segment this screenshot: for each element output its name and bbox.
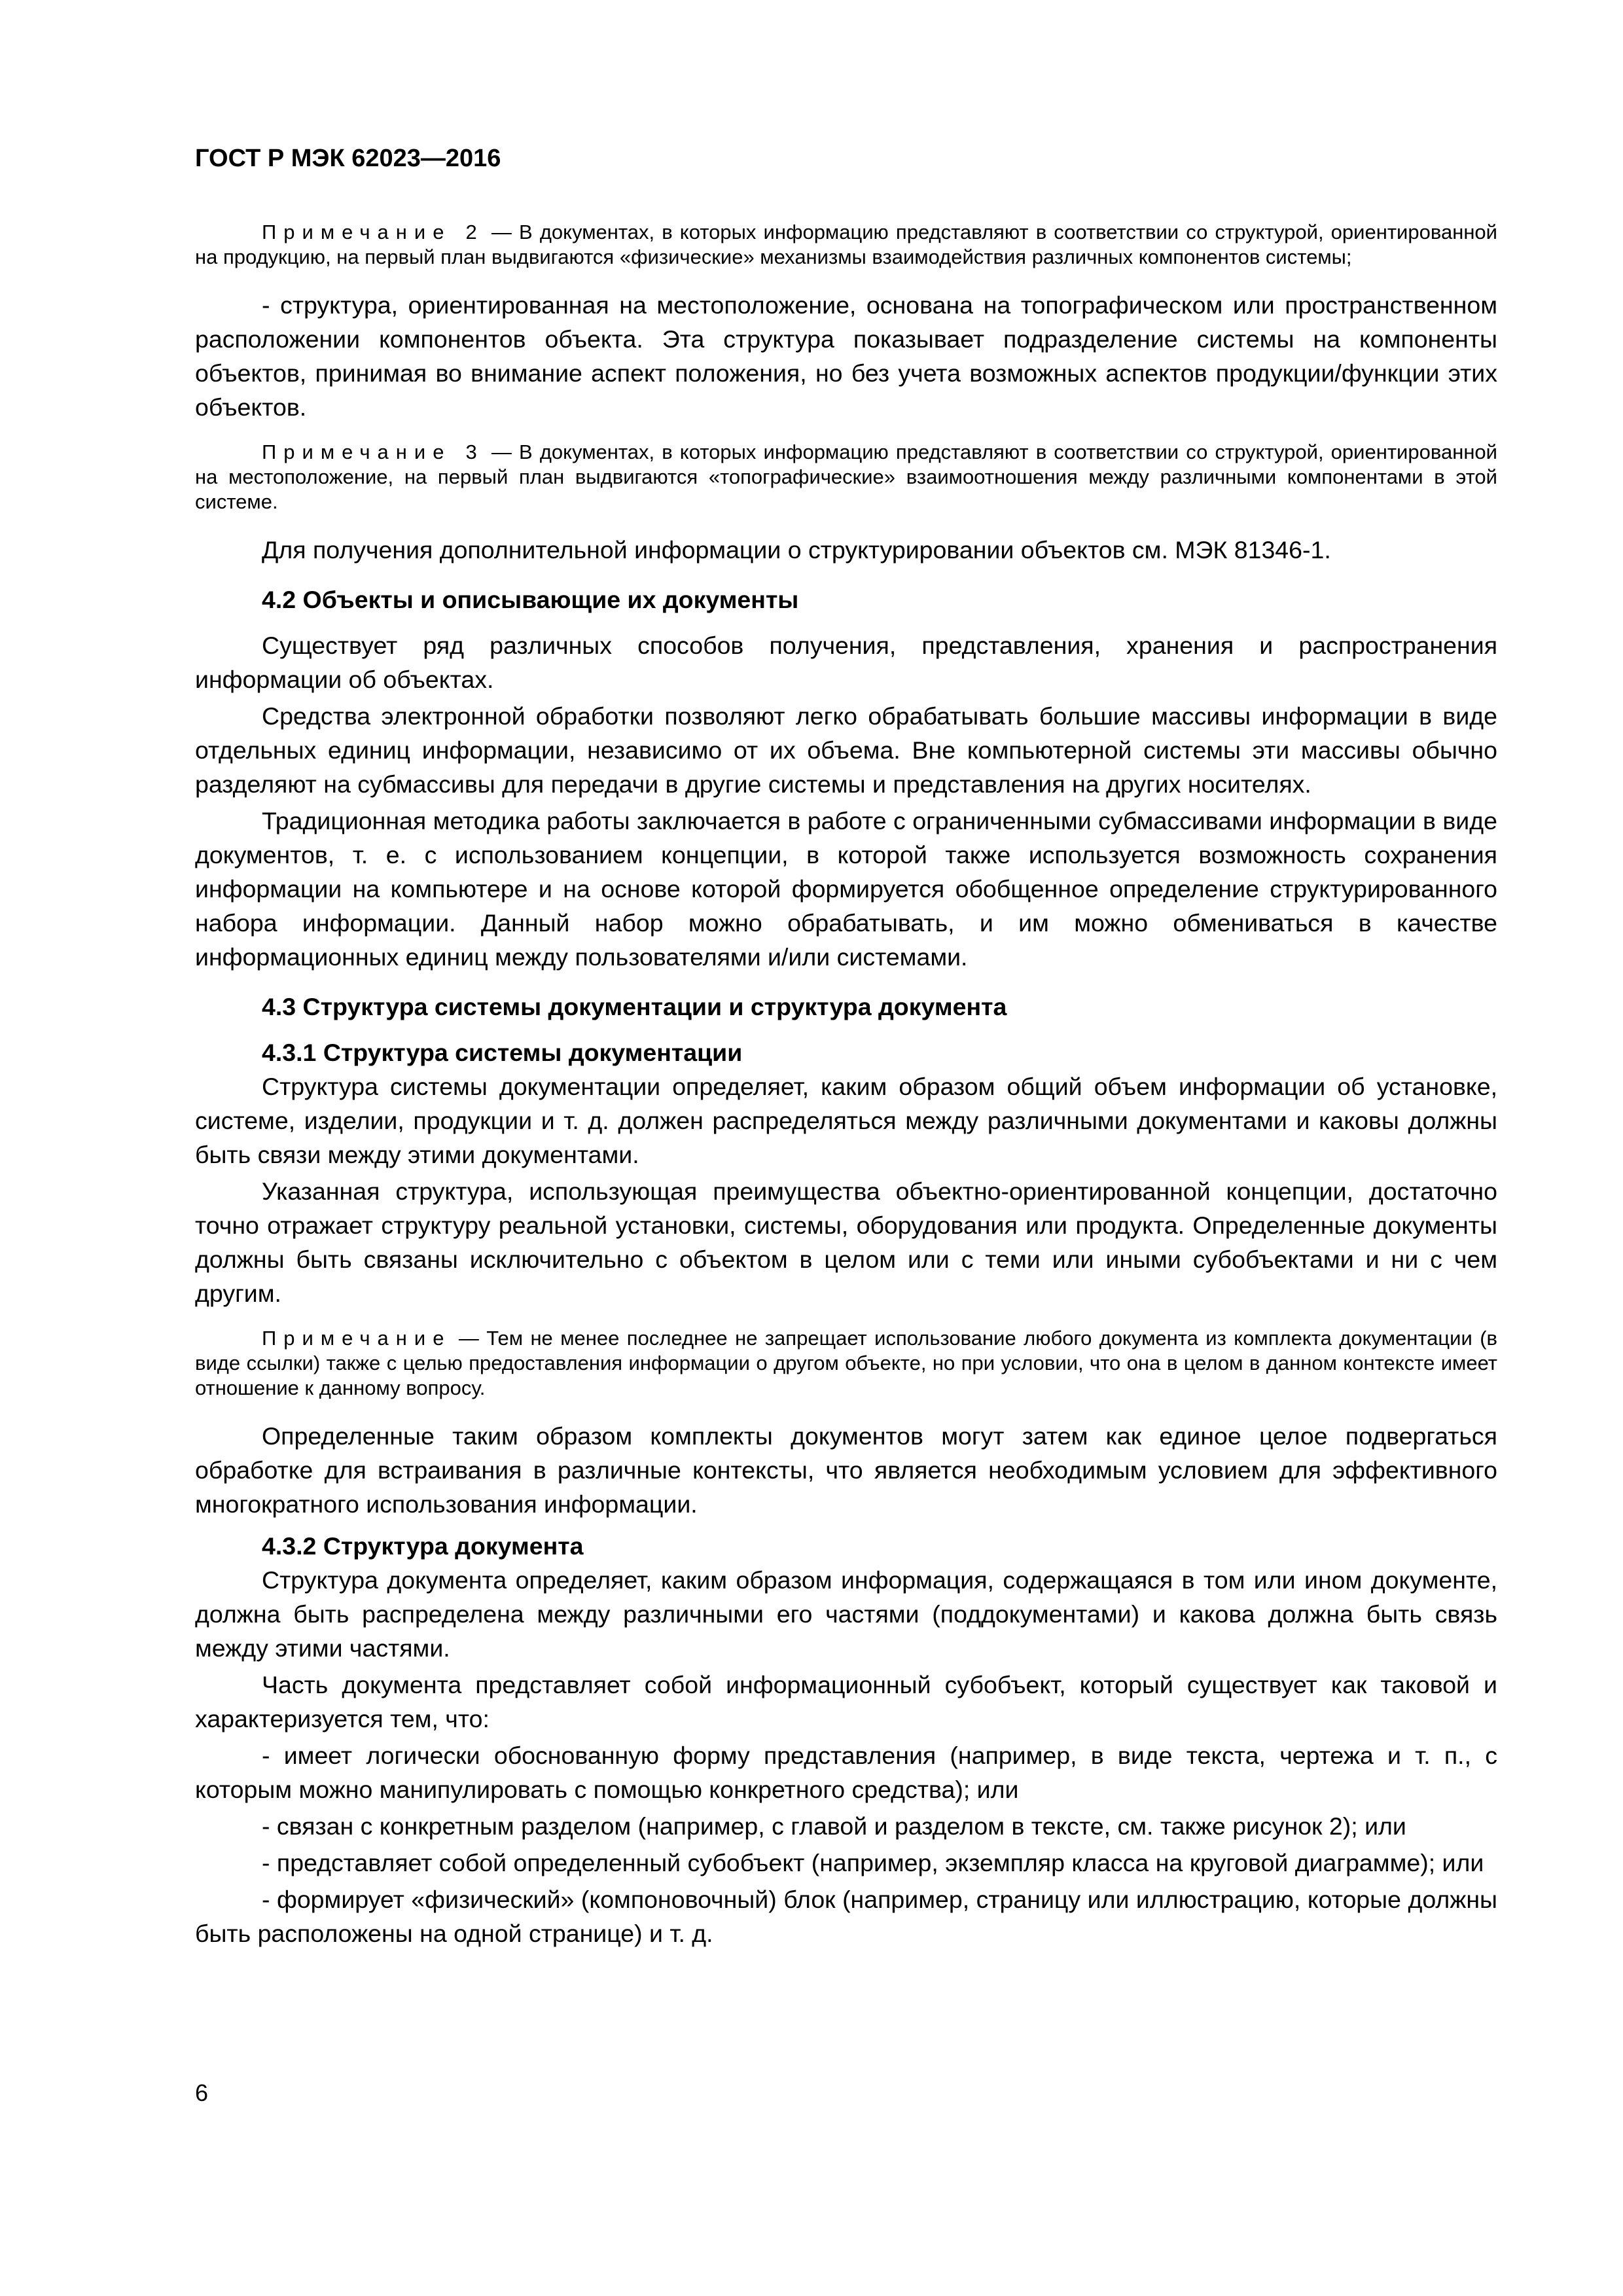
paragraph-4-2-b: Средства электронной обработки позволяют легко обрабатывать большие массивы информации в виде отдельных единиц информации, независимо от их объема. Вне компьютерной системы эти массивы обычно разделяют на субмассивы для передачи в другие системы и представления на других носителях. — [195, 702, 1497, 798]
paragraph-location-structure: - структура, ориентированная на местоположение, основана на топографическом или пространственном расположении компонентов объекта. Эта структура показывает подразделение системы на компоненты объектов, принимая во внимание аспект положения, но без учета возможных аспектов продукции/функции этих объектов. — [195, 291, 1497, 421]
note-2-text: — В документах, в которых информацию представляют в соответствии со структурой, ориентированной на продукцию, на первый план выдвигаются «физические» механизмы взаимодействия различных компонентов системы; — [195, 221, 1497, 268]
paragraph-4-2-a: Существует ряд различных способов получения, представления, хранения и распространения информации об объектах. — [195, 632, 1497, 693]
heading-4-3-2: 4.3.2 Структура документа — [262, 1532, 584, 1560]
list-item-1: - имеет логически обоснованную форму представления (например, в виде текста, чертежа и т. п., с которым можно манипулировать с помощью конкретного средства); или — [195, 1742, 1497, 1803]
paragraph-4-3-2-b: Часть документа представляет собой информационный субобъект, который существует как таковой и характеризуется тем, что: — [195, 1671, 1497, 1732]
paragraph-4-3-1-a: Структура системы документации определяет, каким образом общий объем информации об установке, системе, изделии, продукции и т. д. должен распределяться между различными документами и каковы должны быть связи между этими документами. — [195, 1073, 1497, 1168]
heading-4-2: 4.2 Объекты и описывающие их документы — [262, 586, 799, 613]
list-item-4: - формирует «физический» (компоновочный) блок (например, страницу или иллюстрацию, которые должны быть расположены на одной странице) и т. д. — [195, 1886, 1497, 1947]
paragraph-more-info: Для получения дополнительной информации о структурировании объектов см. МЭК 81346-1. — [262, 536, 1331, 564]
heading-4-3-1: 4.3.1 Структура системы документации — [262, 1039, 743, 1066]
note-4-label: Примечание — [262, 1327, 452, 1350]
page-number: 6 — [195, 2079, 209, 2106]
note-3-text: — В документах, в которых информацию представляют в соответствии со структурой, ориентированной на местоположение, на первый план выдвигаются «топографические» взаимоотношения между различными компонентами в этой системе. — [195, 440, 1497, 513]
note-2-label: Примечание 2 — [262, 221, 484, 243]
paragraph-4-2-c: Традиционная методика работы заключается в работе с ограниченными субмассивами информации в виде документов, т. е. с использованием концепции, в которой также используется возможность сохранения информации на компьютере и на основе которой формируется обобщенное определение структурированного набора информации. Данный набор можно обрабатывать, и им можно обмениваться в качестве информационных единиц между пользователями и/или системами. — [195, 807, 1497, 971]
paragraph-4-3-2-a: Структура документа определяет, каким образом информация, содержащаяся в том или ином документе, должна быть распределена между различными его частями (поддокументами) и какова должна быть связь между этими частями. — [195, 1566, 1497, 1662]
note-4 — [195, 1326, 1497, 1401]
note-3 — [195, 440, 1497, 514]
paragraph-4-3-1-b: Указанная структура, использующая преимущества объектно-ориентированной концепции, достаточно точно отражает структуру реальной установки, системы, оборудования или продукта. Определенные документы должны быть связаны исключительно с объектом в целом или с теми или иными субобъектами и ни с чем другим. — [195, 1177, 1497, 1307]
list-item-2: - связан с конкретным разделом (например, с главой и разделом в тексте, см. также рисунок 2); или — [262, 1812, 1406, 1840]
note-4-text: — Тем не менее последнее не запрещает использование любого документа из комплекта документации (в виде ссылки) также с целью предоставления информации о другом объекте, но при условии, что она в целом в данном контексте имеет отношение к данному вопросу. — [195, 1327, 1497, 1399]
note-2 — [195, 220, 1497, 270]
document-page — [195, 143, 1497, 1953]
document-code-header: ГОСТ Р МЭК 62023—2016 — [195, 145, 501, 172]
heading-4-3: 4.3 Структура системы документации и структура документа — [262, 993, 1007, 1020]
note-3-label: Примечание 3 — [262, 440, 484, 463]
list-item-3: - представляет собой определенный субобъект (например, экземпляр класса на круговой диаграмме); или — [262, 1849, 1484, 1876]
paragraph-4-3-1-c: Определенные таким образом комплекты документов могут затем как единое целое подвергаться обработке для встраивания в различные контексты, что является необходимым условием для эффективного многократного использования информации. — [195, 1422, 1497, 1518]
